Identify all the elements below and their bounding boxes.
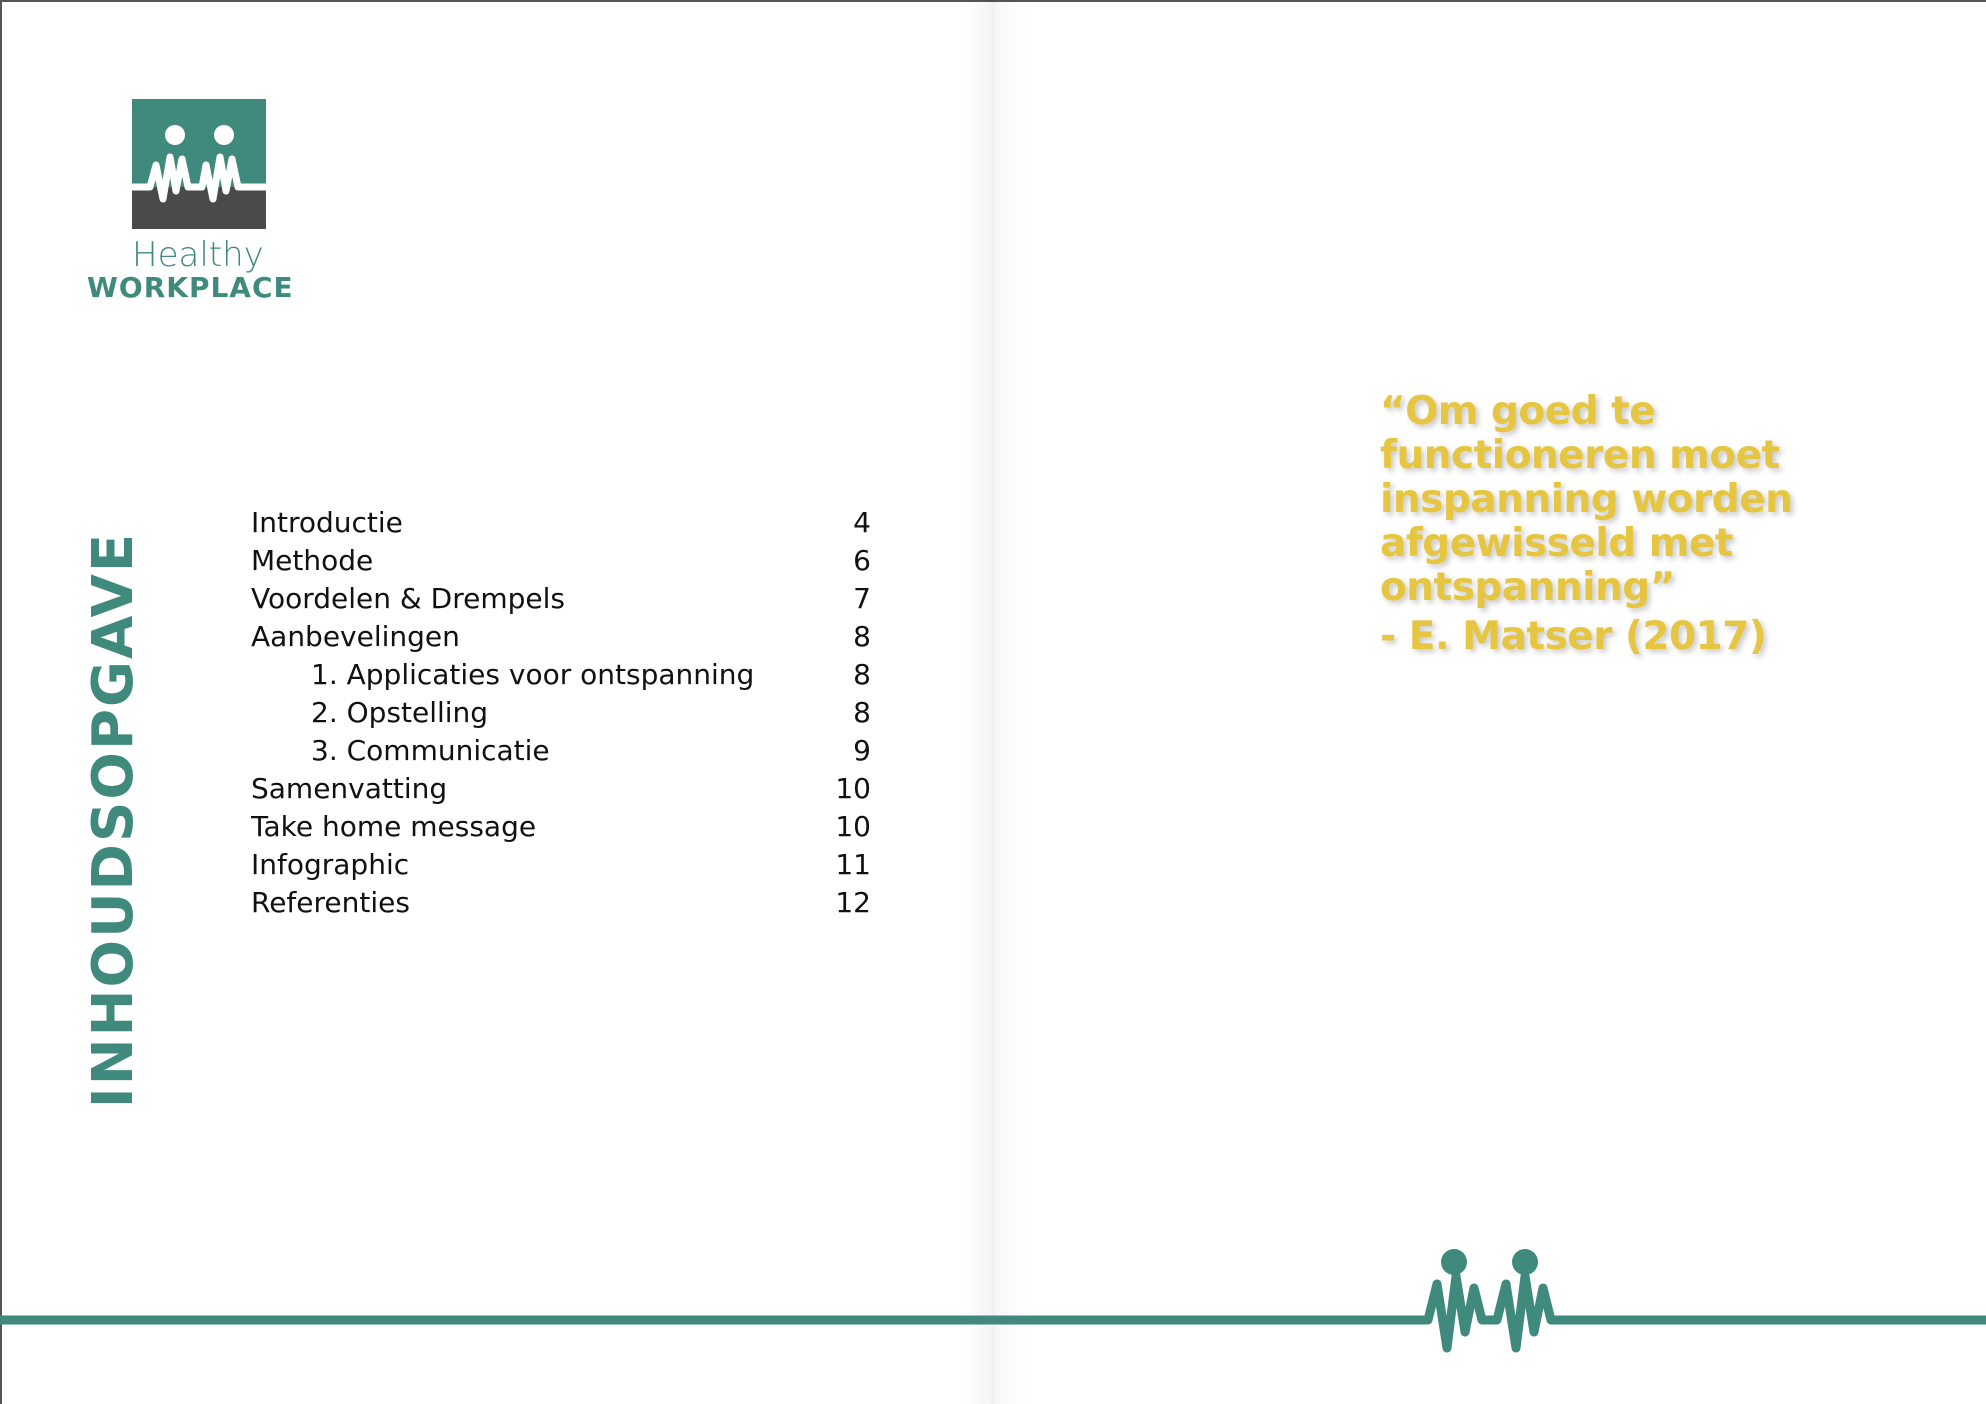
toc-entry-label: Introductie bbox=[251, 506, 403, 539]
toc-entry-label: 3. Communicatie bbox=[311, 734, 550, 767]
toc-entry-page: 12 bbox=[835, 886, 871, 919]
toc-entry-page: 8 bbox=[853, 620, 871, 653]
logo-text-workplace: WORKPLACE bbox=[87, 271, 294, 304]
toc-entry-page: 8 bbox=[853, 658, 871, 691]
toc-entry-label: 1. Applicaties voor ontspanning bbox=[311, 658, 755, 691]
toc-entry-referenties[interactable] bbox=[251, 884, 871, 922]
toc-entry-introductie[interactable] bbox=[251, 504, 871, 542]
toc-entry-infographic[interactable] bbox=[251, 846, 871, 884]
right-page bbox=[993, 0, 1986, 1404]
two-people-heartbeat-icon bbox=[132, 99, 266, 229]
toc-entry-opstelling[interactable] bbox=[251, 694, 871, 732]
toc-entry-take-home-message[interactable] bbox=[251, 808, 871, 846]
toc-entry-page: 10 bbox=[835, 772, 871, 805]
toc-entry-aanbevelingen[interactable] bbox=[251, 618, 871, 656]
logo-text-healthy: Healthy bbox=[132, 235, 264, 275]
toc-entry-label: Take home message bbox=[251, 810, 537, 843]
toc-entry-page: 10 bbox=[835, 810, 871, 843]
toc-entry-label: Methode bbox=[251, 544, 374, 577]
toc-entry-label: Referenties bbox=[251, 886, 410, 919]
quote-author: - E. Matser (2017) bbox=[1380, 614, 1767, 659]
quote-text: “Om goed te functioneren moet inspanning worden afgewisseld met ontspanning” bbox=[1380, 389, 1793, 610]
toc-entry-page: 9 bbox=[853, 734, 871, 767]
toc-entry-communicatie[interactable] bbox=[251, 732, 871, 770]
two-people-heartbeat-icon bbox=[1412, 1249, 1570, 1348]
toc-entry-samenvatting[interactable] bbox=[251, 770, 871, 808]
toc-entry-page: 7 bbox=[853, 582, 871, 615]
toc-entry-page: 11 bbox=[835, 848, 871, 881]
toc-entry-page: 6 bbox=[853, 544, 871, 577]
toc-entry-label: Aanbevelingen bbox=[251, 620, 460, 653]
footer-heartbeat-line bbox=[0, 1240, 1986, 1360]
quote-block bbox=[1380, 390, 1800, 660]
toc-entry-applicaties[interactable] bbox=[251, 656, 871, 694]
table-of-contents bbox=[251, 504, 871, 922]
toc-entry-methode[interactable] bbox=[251, 542, 871, 580]
toc-entry-page: 8 bbox=[853, 696, 871, 729]
toc-entry-label: Samenvatting bbox=[251, 772, 448, 805]
toc-entry-label: Infographic bbox=[251, 848, 410, 881]
toc-entry-label: Voordelen & Drempels bbox=[251, 582, 565, 615]
toc-title: INHOUDSOPGAVE bbox=[81, 531, 146, 1109]
toc-entry-page: 4 bbox=[853, 506, 871, 539]
toc-entry-label: 2. Opstelling bbox=[311, 696, 489, 729]
toc-entry-voordelen-drempels[interactable] bbox=[251, 580, 871, 618]
